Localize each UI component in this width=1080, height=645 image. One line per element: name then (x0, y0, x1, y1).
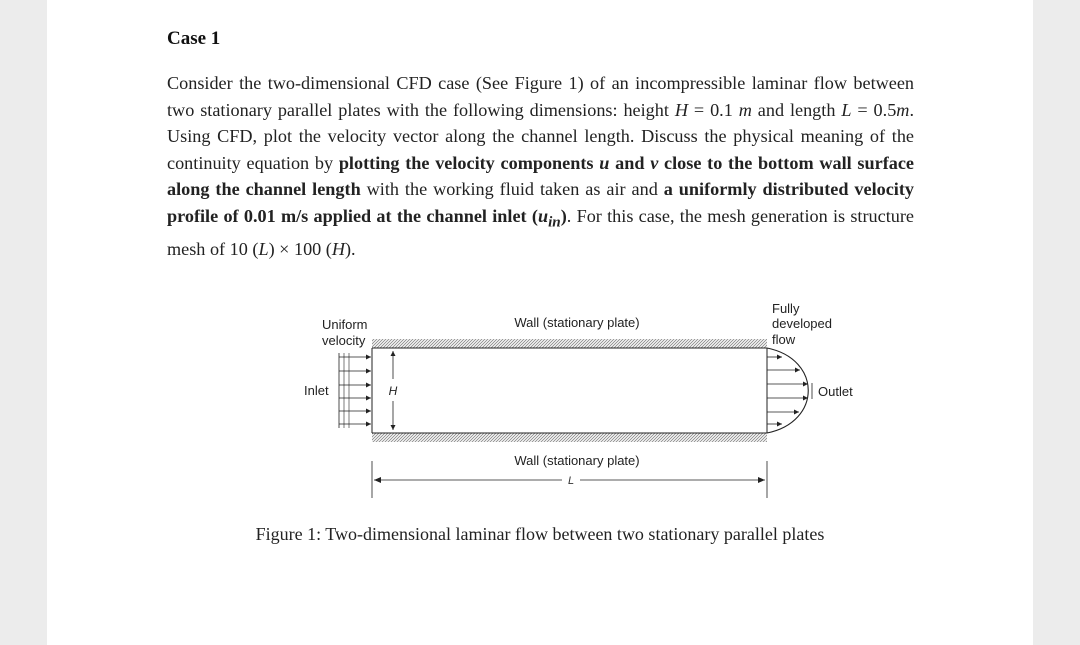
text-run: ). (345, 238, 356, 259)
bold-run: a uniformly distributed velocity profile of 0.01 m/s applied at the channel inlet (167, 179, 914, 226)
bottom-wall (372, 433, 767, 442)
bold-run: ( (526, 205, 538, 226)
top-wall-label: Wall (stationary plate) (514, 315, 640, 330)
inlet-velocity-profile (339, 348, 372, 433)
text-run: with the working fluid taken as air and (360, 179, 664, 199)
text-run: and length (751, 99, 842, 120)
length-label: L (567, 475, 575, 487)
velocity-label: velocity (322, 333, 366, 348)
channel-flow-diagram (247, 295, 887, 505)
math-symbol: v (650, 152, 659, 173)
bold-run: and (609, 152, 651, 173)
fully-label: Fully (772, 301, 800, 316)
developed-label: developed (772, 316, 832, 331)
height-label: H (388, 384, 398, 398)
bottom-wall-label: Wall (stationary plate) (514, 453, 640, 468)
math-symbol: m (896, 99, 910, 120)
uniform-label: Uniform (322, 317, 368, 332)
math-symbol: H (331, 238, 345, 259)
math-symbol: L (841, 99, 852, 120)
figure-caption: Figure 1: Two-dimensional laminar flow between two stationary parallel plates (255, 524, 825, 544)
math-symbol: H (674, 99, 688, 120)
math-symbol: u (599, 152, 610, 173)
math-symbol: L (258, 238, 269, 259)
bold-run: plotting the velocity components (338, 152, 600, 173)
flow-label: flow (772, 332, 796, 347)
problem-paragraph (167, 70, 914, 262)
text-run: = 0.5 (851, 99, 897, 120)
text-run: ) × 100 ( (268, 238, 332, 259)
text-run: . Using CFD, plot the velocity vector along the channel length. Discuss the physical meaning of the continuity equation by (167, 99, 914, 173)
outlet-velocity-profile (767, 348, 812, 433)
text-run: Consider the two-dimensional CFD case (See Figure 1) of an incompressible laminar flow between two stationary parallel plates with the following dimensions: height (167, 73, 914, 120)
case-heading: Case 1 (167, 28, 221, 49)
math-subscript: in (548, 213, 561, 231)
top-wall (372, 339, 767, 348)
math-symbol: m (738, 99, 752, 120)
outlet-label: Outlet (818, 384, 853, 399)
bold-run: close to the bottom wall surface along the channel length (167, 152, 914, 199)
document-page (47, 0, 1033, 645)
inlet-label: Inlet (304, 383, 329, 398)
math-symbol: u (537, 205, 549, 226)
bold-run: ) (560, 205, 567, 226)
text-run: . For this case, the mesh generation is structure mesh of 10 ( (167, 205, 914, 259)
text-run: = 0.1 (687, 99, 739, 120)
